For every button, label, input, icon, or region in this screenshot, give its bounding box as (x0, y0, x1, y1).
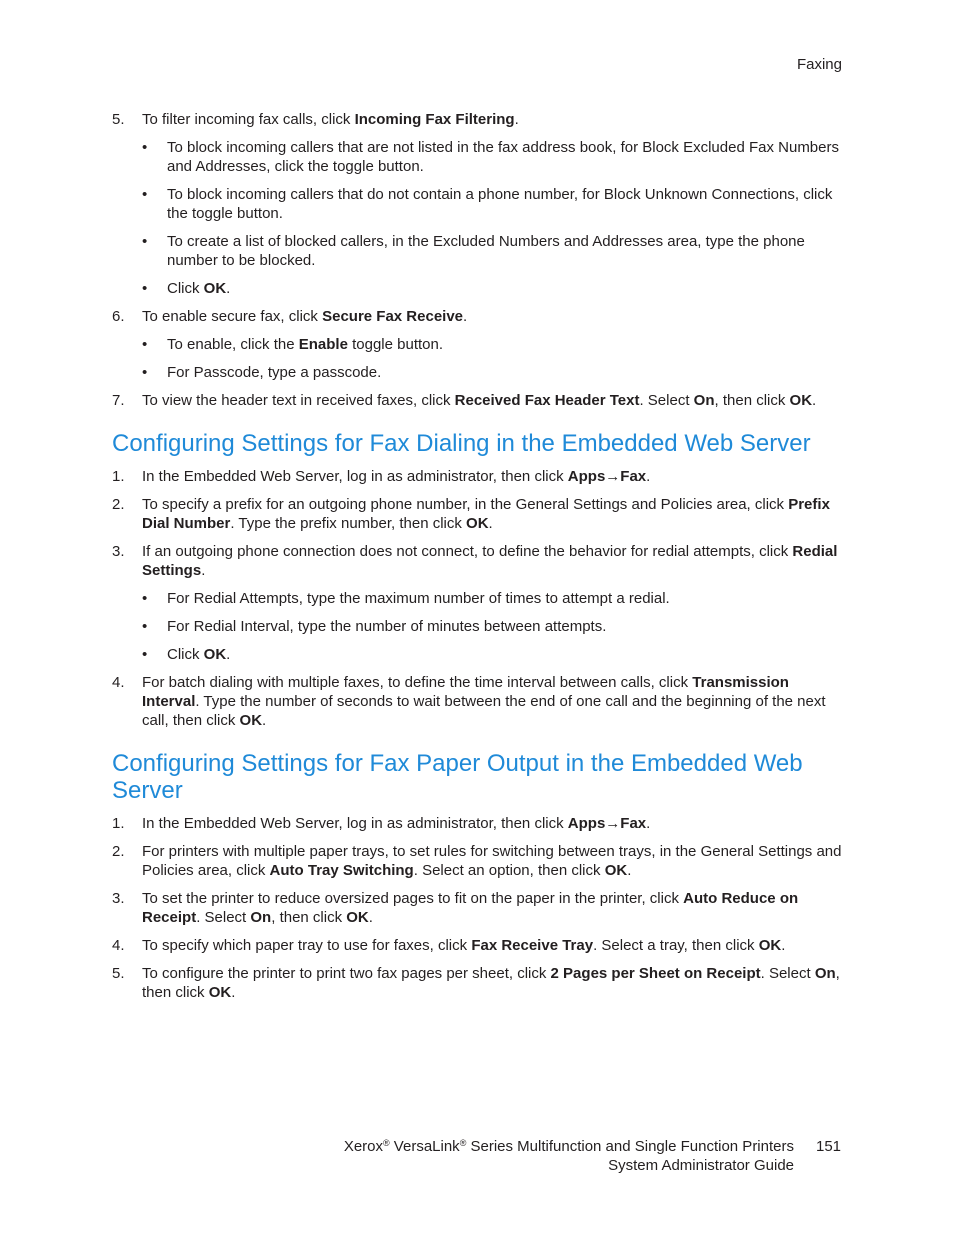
ui-term: Redial Settings (142, 543, 838, 579)
step-list-intro (112, 110, 842, 410)
text-run: . (646, 815, 651, 832)
section-heading-fax-dialing: Configuring Settings for Fax Dialing in the Embedded Web Server (112, 430, 811, 457)
text-run: For Redial Interval, type the number of minutes between attempts. (167, 618, 607, 635)
section-heading-fax-paper-output: Configuring Settings for Fax Paper Output in the Embedded Web Server (112, 750, 803, 804)
step-item (112, 542, 842, 664)
ui-term: OK (604, 862, 628, 879)
ui-term: OK (203, 646, 227, 663)
step-item (112, 391, 842, 410)
bullet-item (142, 335, 842, 354)
text-run: If an outgoing phone connection does not connect, to define the behavior for redial attempts, click (142, 543, 793, 560)
step-paragraph (142, 542, 842, 580)
text-run: . (781, 937, 786, 954)
step-text (142, 391, 842, 410)
text-run: In the Embedded Web Server, log in as administrator, then click (142, 468, 568, 485)
bullet-text (167, 617, 842, 636)
step-item (112, 964, 842, 1002)
bullet-text (167, 363, 842, 382)
text-run: , then click (142, 965, 840, 1001)
bullet-dot-icon: • (142, 139, 148, 156)
step-paragraph (142, 391, 842, 410)
step-paragraph (142, 889, 842, 927)
text-run: To block incoming callers that are not listed in the fax address book, for Block Excluded Fax Numbers and Addresses, click the toggle button. (167, 139, 839, 175)
step-item (112, 936, 842, 955)
text-run: toggle button. (347, 336, 444, 353)
ui-term: OK (758, 937, 782, 954)
ui-term: Apps→Fax (567, 468, 647, 485)
text-run: To block incoming callers that do not contain a phone number, for Block Unknown Connections, click the toggle button. (167, 186, 833, 222)
footer-line-product (344, 1137, 794, 1156)
step-text (142, 814, 842, 833)
step-paragraph (142, 467, 842, 486)
text-run: To view the header text in received faxes, click (142, 392, 455, 409)
step-item (112, 110, 842, 298)
bullet-text (167, 335, 842, 354)
text-run: In the Embedded Web Server, log in as administrator, then click (142, 815, 568, 832)
bullet-dot-icon: • (142, 280, 148, 297)
bullet-text (167, 138, 842, 176)
step-item (112, 467, 842, 486)
step-item (112, 495, 842, 533)
ui-term: On (250, 909, 272, 926)
text-run: To set the printer to reduce oversized pages to fit on the paper in the printer, click (142, 890, 684, 907)
step-paragraph (142, 307, 842, 326)
bullet-dot-icon: • (142, 646, 148, 663)
footer-product: VersaLink (389, 1138, 460, 1155)
bullet-item (142, 279, 842, 298)
ui-term: OK (346, 909, 369, 926)
bullet-dot-icon: • (142, 364, 148, 381)
step-text (142, 889, 842, 927)
text-run: For printers with multiple paper trays, to set rules for switching between trays, in the General Settings and Policies area, click (142, 843, 842, 879)
ui-term: Enable (298, 336, 348, 353)
step-number: 2. (112, 496, 125, 513)
step-item (112, 673, 842, 730)
text-run: . Select an option, then click (413, 862, 605, 879)
text-run: . (368, 909, 373, 926)
text-run: , then click (714, 392, 790, 409)
step-item (112, 842, 842, 880)
bullet-dot-icon: • (142, 233, 148, 250)
step-paragraph (142, 673, 842, 730)
ui-term: OK (789, 392, 813, 409)
step-number: 1. (112, 468, 125, 485)
footer-line1-rest: Series Multifunction and Single Function Printers (466, 1138, 794, 1155)
step-number: 7. (112, 392, 125, 409)
text-run: For batch dialing with multiple faxes, to define the time interval between calls, click (142, 674, 693, 691)
text-run: To specify a prefix for an outgoing phone number, in the General Settings and Policies area, click (142, 496, 789, 513)
step-item (112, 889, 842, 927)
bullet-item (142, 363, 842, 382)
step-number: 5. (112, 111, 125, 128)
footer-brand: Xerox (343, 1138, 383, 1155)
text-run: . (226, 646, 231, 663)
step-number: 5. (112, 965, 125, 982)
ui-term: Fax Receive Tray (471, 937, 594, 954)
step-text (142, 110, 842, 298)
step-text (142, 964, 842, 1002)
bullet-text (167, 645, 842, 664)
footer-line-guide: System Administrator Guide (608, 1157, 794, 1174)
step-text (142, 673, 842, 730)
step-number: 3. (112, 543, 125, 560)
text-run: To specify which paper tray to use for faxes, click (142, 937, 472, 954)
step-text (142, 542, 842, 664)
step-list-fax-paper-output (112, 814, 842, 1002)
ui-term: OK (208, 984, 232, 1001)
step-list-fax-dialing (112, 467, 842, 730)
text-run: . (812, 392, 817, 409)
step-number: 2. (112, 843, 125, 860)
text-run: . (514, 111, 519, 128)
text-run: . (226, 280, 231, 297)
step-number: 6. (112, 308, 125, 325)
step-item (112, 307, 842, 382)
text-run: To enable, click the (167, 336, 299, 353)
text-run: For Redial Attempts, type the maximum number of times to attempt a redial. (167, 590, 670, 607)
bullet-text (167, 279, 842, 298)
text-run: . Select a tray, then click (593, 937, 759, 954)
bullet-item (142, 232, 842, 270)
step-text (142, 495, 842, 533)
bullet-item (142, 645, 842, 664)
ui-term: Auto Reduce on Receipt (142, 890, 799, 926)
bullet-item (142, 589, 842, 608)
text-run: To filter incoming fax calls, click (142, 111, 355, 128)
bullet-list (142, 335, 842, 382)
bullet-dot-icon: • (142, 336, 148, 353)
text-run: . Type the prefix number, then click (230, 515, 467, 532)
bullet-item (142, 185, 842, 223)
bullet-item (142, 138, 842, 176)
text-run: . (646, 468, 651, 485)
step-paragraph (142, 110, 842, 129)
text-run: . (201, 562, 206, 579)
ui-term: OK (203, 280, 227, 297)
text-run: . Type the number of seconds to wait between the end of one call and the beginning of the next call, then click (142, 693, 826, 729)
step-paragraph (142, 814, 842, 833)
step-paragraph (142, 842, 842, 880)
text-run: . (463, 308, 468, 325)
ui-term: On (693, 392, 715, 409)
ui-term: OK (466, 515, 489, 532)
step-paragraph (142, 495, 842, 533)
step-number: 4. (112, 937, 125, 954)
registered-mark: ® (459, 1138, 467, 1148)
text-run: . Select (760, 965, 815, 982)
bullet-text (167, 589, 842, 608)
page-footer (344, 1137, 794, 1175)
ui-term: Secure Fax Receive (322, 308, 464, 325)
step-text (142, 936, 842, 955)
bullet-dot-icon: • (142, 590, 148, 607)
text-run: To configure the printer to print two fax pages per sheet, click (142, 965, 551, 982)
ui-term: 2 Pages per Sheet on Receipt (550, 965, 761, 982)
step-paragraph (142, 936, 842, 955)
text-run: To create a list of blocked callers, in the Excluded Numbers and Addresses area, type the phone number to be blocked. (167, 233, 805, 269)
bullet-list (142, 138, 842, 298)
text-run: . Select (639, 392, 694, 409)
text-run: . (231, 984, 236, 1001)
registered-mark: ® (383, 1138, 390, 1148)
ui-term: Incoming Fax Filtering (354, 111, 515, 128)
text-run: . (488, 515, 493, 532)
page-number: 151 (816, 1138, 842, 1155)
bullet-list (142, 589, 842, 664)
text-run: For Passcode, type a passcode. (167, 364, 382, 381)
ui-term: OK (239, 712, 263, 729)
step-number: 4. (112, 674, 125, 691)
ui-term: Received Fax Header Text (454, 392, 640, 409)
step-item (112, 814, 842, 833)
text-run: Click (167, 280, 204, 297)
text-run: , then click (271, 909, 347, 926)
step-text (142, 842, 842, 880)
step-text (142, 467, 842, 486)
bullet-text (167, 232, 842, 270)
ui-term: Apps→Fax (567, 815, 647, 832)
bullet-dot-icon: • (142, 618, 148, 635)
bullet-dot-icon: • (142, 186, 148, 203)
bullet-item (142, 617, 842, 636)
ui-term: Auto Tray Switching (269, 862, 414, 879)
step-number: 1. (112, 815, 125, 832)
ui-term: On (814, 965, 836, 982)
running-header: Faxing (796, 56, 842, 73)
bullet-text (167, 185, 842, 223)
text-run: To enable secure fax, click (142, 308, 323, 325)
text-run: . Select (196, 909, 251, 926)
page-content (112, 110, 842, 1011)
ui-term: Prefix Dial Number (142, 496, 830, 532)
step-paragraph (142, 964, 842, 1002)
step-text (142, 307, 842, 382)
text-run: . (262, 712, 267, 729)
step-number: 3. (112, 890, 125, 907)
text-run: Click (167, 646, 204, 663)
ui-term: Transmission Interval (142, 674, 789, 710)
text-run: . (627, 862, 632, 879)
